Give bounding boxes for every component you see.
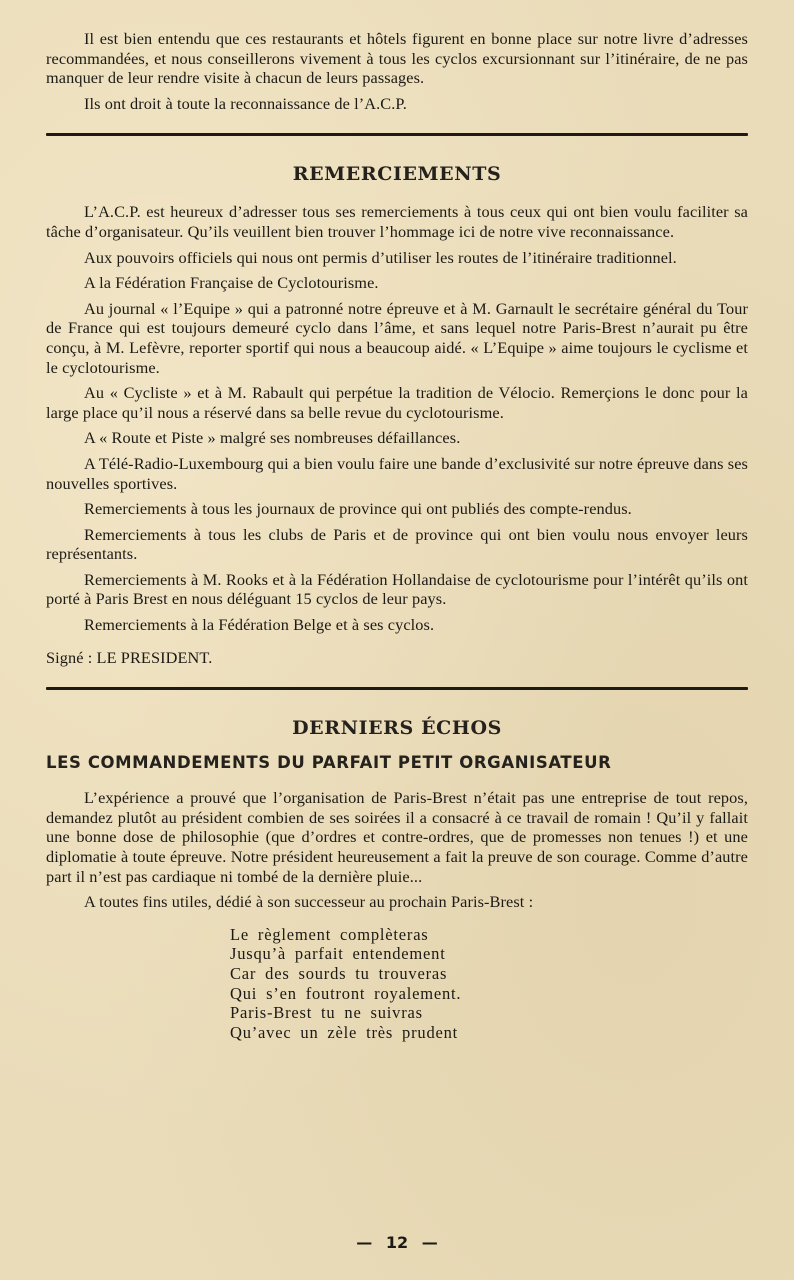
remerciements-paragraph: Remerciements à tous les journaux de province qui ont publiés des compte-rendus. [84, 499, 632, 519]
intro-section [46, 0, 748, 113]
poem-line: Le règlement complèteras [230, 924, 429, 944]
section-title: REMERCIEMENTS [292, 163, 502, 186]
remerciements-paragraph: Au « Cycliste » et à M. Rabault qui perpétue la tradition de Vélocio. Remerçions le donc pour la large place qu’il nous a réservé dans sa belle revue du cyclotourisme. [46, 383, 748, 422]
section-title: DERNIERS ÉCHOS [292, 717, 502, 740]
remerciements-paragraph: Remerciements à M. Rooks et à la Fédération Hollandaise de cyclotourisme pour l’intérêt qu’ils ont porté à Paris Brest en nous déléguant 15 cyclos de leur pays. [46, 569, 748, 609]
section-divider [46, 133, 748, 136]
section-divider [46, 687, 748, 690]
remerciements-paragraph: Aux pouvoirs officiels qui nous ont permis d’utiliser les routes de l’itinéraire traditionnel. [84, 247, 677, 267]
echos-paragraph: L’expérience a prouvé que l’organisation de Paris-Brest n’était pas une entreprise de tout repos, demandez plutôt au président combien de ses soirées il a consacré à ce travail de romain ! Qu’il y fallait une bonne dose de philosophie (que d’ordres et contre-ordres, que de promesses non tenues !) et une diplomatie à toute épreuve. Notre président heureusement a fait la preuve de son courage. Comme d’autre part il n’est pas cardiaque ni tombé de la dernière pluie... [46, 788, 748, 886]
intro-paragraph: Ils ont droit à toute la reconnaissance de l’A.C.P. [84, 93, 407, 113]
poem-line: Jusqu’à parfait entendement [230, 944, 446, 964]
poem-line: Car des sourds tu trouveras [230, 964, 448, 983]
poem [230, 925, 748, 1043]
remerciements-paragraph: A la Fédération Française de Cyclotourisme. [84, 273, 379, 293]
remerciements-paragraph: A « Route et Piste » malgré ses nombreuses défaillances. [84, 428, 461, 448]
document-page [46, 0, 748, 1042]
remerciements-paragraph: Remerciements à la Fédération Belge et à ses cyclos. [84, 615, 435, 635]
echos-section [46, 717, 748, 1042]
remerciements-paragraph: A Télé-Radio-Luxembourg qui a bien voulu faire une bande d’exclusivité sur notre épreuve dans ses nouvelles sportives. [46, 453, 748, 493]
intro-paragraph: Il est bien entendu que ces restaurants et hôtels figurent en bonne place sur notre livre d’adresses recommandées, et nous conseillerons vivement à tous les cyclos excursionnant sur l’itinéraire, de ne pas manquer de leur rendre visite à chacun de leurs passages. [46, 29, 748, 88]
remerciements-paragraph: Au journal « l’Equipe » qui a patronné notre épreuve et à M. Garnault le secrétaire général du Tour de France qui est toujours demeuré cyclo dans l’âme, et sans lequel notre Paris-Brest n’aurait pu être conçu, à M. Lefèvre, reporter sportif qui nous a beaucoup aidé. « L’Equipe » aime toujours le cyclisme et le cyclotourisme. [46, 298, 748, 377]
section-subtitle: LES COMMANDEMENTS DU PARFAIT PETIT ORGANISATEUR [46, 753, 612, 773]
poem-line: Qu’avec un zèle très prudent [230, 1022, 459, 1042]
poem-line: Paris-Brest tu ne suivras [230, 1003, 423, 1023]
poem-line: Qui s’en foutront royalement. [230, 983, 462, 1003]
echos-paragraph: A toutes fins utiles, dédié à son successeur au prochain Paris-Brest : [84, 892, 534, 912]
remerciements-paragraph: Remerciements à tous les clubs de Paris et de province qui ont bien voulu nous envoyer leurs représentants. [46, 524, 748, 564]
remerciements-section [46, 163, 748, 667]
page-number: — 12 — [356, 1233, 438, 1252]
remerciements-paragraph: L’A.C.P. est heureux d’adresser tous ses remerciements à tous ceux qui ont bien voulu faciliter sa tâche d’organisateur. Qu’ils veuillent bien trouver l’hommage ici de notre vive reconnaissance. [46, 202, 748, 241]
signature: Signé : LE PRESIDENT. [46, 647, 213, 667]
